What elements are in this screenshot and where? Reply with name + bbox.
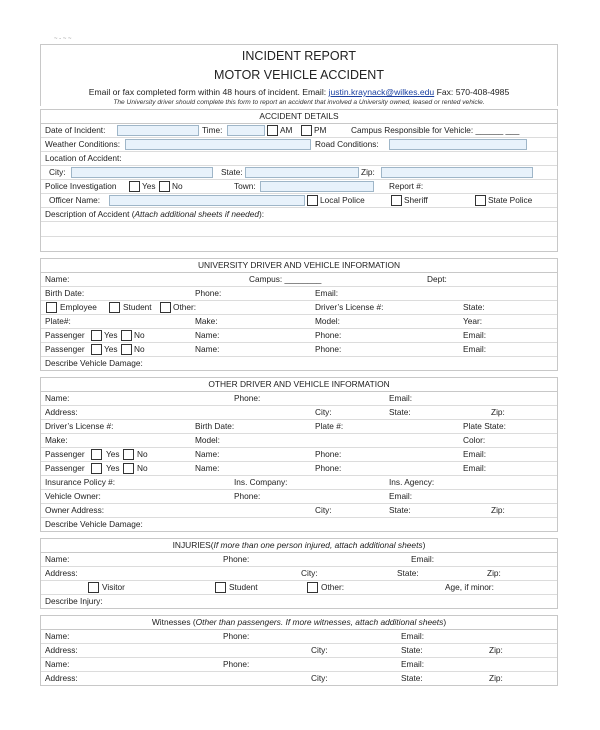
form-row: Make: Model: Color: bbox=[41, 434, 557, 448]
form-row: Birth Date: Phone: Email: bbox=[41, 287, 557, 301]
passenger-no-checkbox[interactable] bbox=[121, 330, 132, 341]
local-police-checkbox[interactable] bbox=[307, 195, 318, 206]
form-row: Address: City: State: Zip: bbox=[45, 673, 503, 683]
section-title: OTHER DRIVER AND VEHICLE INFORMATION bbox=[41, 378, 557, 392]
form-title: INCIDENT REPORT bbox=[241, 49, 357, 63]
visitor-checkbox[interactable] bbox=[88, 582, 99, 593]
form-row: Officer Name: Local Police Sheriff State Police bbox=[41, 194, 557, 208]
state-field[interactable] bbox=[245, 167, 359, 178]
employee-checkbox[interactable] bbox=[46, 302, 57, 313]
passenger-no-checkbox[interactable] bbox=[123, 449, 134, 460]
submission-instructions: Email or fax completed form within 48 hours of incident. Email: justin.kraynack@wilkes.edu Fax: 570-408-4985 bbox=[88, 87, 510, 97]
passenger-yes-checkbox[interactable] bbox=[91, 344, 102, 355]
sheriff-checkbox[interactable] bbox=[391, 195, 402, 206]
section-title: ACCIDENT DETAILS bbox=[41, 110, 557, 124]
form-row: Location of Accident: bbox=[41, 152, 557, 166]
student-checkbox[interactable] bbox=[109, 302, 120, 313]
section-title: UNIVERSITY DRIVER AND VEHICLE INFORMATION bbox=[41, 259, 557, 273]
form-row: Plate#: Make: Model: Year: bbox=[41, 315, 557, 329]
form-row: Police Investigation Yes No Town: Report #: bbox=[41, 180, 557, 194]
road-conditions-field[interactable] bbox=[389, 139, 527, 150]
form-row: Name: Campus: ________ Dept: bbox=[41, 273, 557, 287]
form-row: Describe Injury: bbox=[45, 596, 103, 606]
form-row: Driver’s License #: Birth Date: Plate #: Plate State: bbox=[41, 420, 557, 434]
form-subtitle: MOTOR VEHICLE ACCIDENT bbox=[214, 68, 384, 82]
form-row: Insurance Policy #: Ins. Company: Ins. Agency: bbox=[41, 476, 557, 490]
form-row: Describe Vehicle Damage: bbox=[45, 358, 143, 368]
incident-date-field[interactable] bbox=[117, 125, 199, 136]
form-row: Address: City: State: Zip: bbox=[41, 567, 557, 581]
other-driver-section bbox=[40, 377, 558, 532]
form-row: City: State: Zip: bbox=[41, 166, 557, 180]
am-checkbox[interactable] bbox=[267, 125, 278, 136]
town-field[interactable] bbox=[260, 181, 374, 192]
form-row: Description of Accident (Attach additional sheets if needed): bbox=[41, 208, 557, 222]
form-row: Address: City: State: Zip: bbox=[41, 644, 557, 658]
form-row: Owner Address: City: State: Zip: bbox=[41, 504, 557, 518]
pm-checkbox[interactable] bbox=[301, 125, 312, 136]
passenger-yes-checkbox[interactable] bbox=[91, 330, 102, 341]
zip-field[interactable] bbox=[381, 167, 533, 178]
section-title: INJURIES(If more than one person injured, attach additional sheets) bbox=[41, 539, 557, 553]
other-checkbox[interactable] bbox=[160, 302, 171, 313]
description-line[interactable] bbox=[41, 237, 557, 251]
accident-details-section bbox=[40, 109, 558, 252]
form-row: Passenger Yes No Name: Phone: Email: bbox=[41, 329, 557, 343]
student-checkbox[interactable] bbox=[215, 582, 226, 593]
passenger-yes-checkbox[interactable] bbox=[91, 463, 102, 474]
description-line[interactable] bbox=[41, 222, 557, 237]
incident-time-field[interactable] bbox=[227, 125, 265, 136]
corner-mark: ~ - ~ ~ bbox=[54, 36, 72, 42]
other-checkbox[interactable] bbox=[307, 582, 318, 593]
incident-report-form bbox=[40, 44, 558, 686]
email-link[interactable]: justin.kraynack@wilkes.edu bbox=[328, 87, 435, 97]
officer-name-field[interactable] bbox=[109, 195, 305, 206]
state-police-checkbox[interactable] bbox=[475, 195, 486, 206]
form-row: Weather Conditions: Road Conditions: bbox=[41, 138, 557, 152]
form-header bbox=[40, 44, 558, 106]
police-yes-checkbox[interactable] bbox=[129, 181, 140, 192]
university-driver-section bbox=[40, 258, 558, 371]
form-row: Vehicle Owner: Phone: Email: bbox=[41, 490, 557, 504]
passenger-yes-checkbox[interactable] bbox=[91, 449, 102, 460]
injuries-section bbox=[40, 538, 558, 609]
form-row: Describe Vehicle Damage: bbox=[45, 519, 143, 529]
city-field[interactable] bbox=[71, 167, 213, 178]
form-row: Name: Phone: Email: bbox=[41, 553, 557, 567]
form-row: Date of Incident: Time: AM PM Campus Responsible for Vehicle: ______ ___ bbox=[41, 124, 557, 138]
form-row: Name: Phone: Email: bbox=[41, 658, 557, 672]
form-row: Passenger Yes No Name: Phone: Email: bbox=[41, 448, 557, 462]
section-title: Witnesses (Other than passengers. If more witnesses, attach additional sheets) bbox=[41, 616, 557, 630]
form-row: Passenger Yes No Name: Phone: Email: bbox=[41, 343, 557, 357]
form-row: Employee Student Other: Driver’s License #: State: bbox=[41, 301, 557, 315]
form-row: Name: Phone: Email: bbox=[41, 630, 557, 644]
form-row: Visitor Student Other: Age, if minor: bbox=[41, 581, 557, 595]
passenger-no-checkbox[interactable] bbox=[121, 344, 132, 355]
form-row: Address: City: State: Zip: bbox=[41, 406, 557, 420]
weather-conditions-field[interactable] bbox=[125, 139, 311, 150]
witnesses-section bbox=[40, 615, 558, 686]
form-row: Name: Phone: Email: bbox=[41, 392, 557, 406]
form-row: Passenger Yes No Name: Phone: Email: bbox=[41, 462, 557, 476]
passenger-no-checkbox[interactable] bbox=[123, 463, 134, 474]
police-no-checkbox[interactable] bbox=[159, 181, 170, 192]
form-note: The University driver should complete this form to report an accident that involved a University owned, leased or rented vehicle. bbox=[113, 99, 485, 106]
